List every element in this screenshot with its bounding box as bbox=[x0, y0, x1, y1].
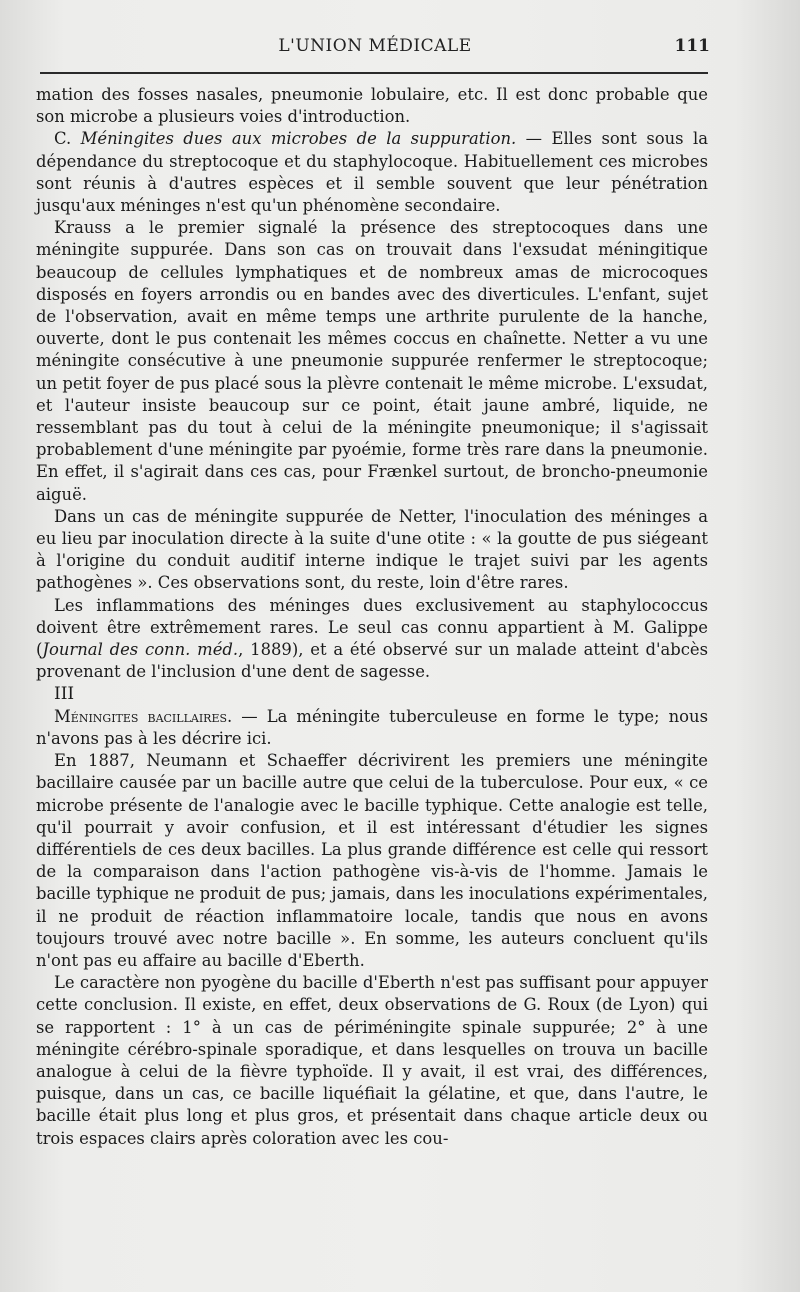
section-lead: Méningites bacillaires. bbox=[54, 706, 233, 726]
running-head: L'UNION MÉDICALE bbox=[278, 36, 472, 56]
paragraph: Les inflammations des méninges dues exclusivement au staphylococcus doivent être extrêmement rares. Le seul cas connu appartient à M. Galippe (Journal des conn. méd., 1889), et a été observé sur un malade atteint d'abcès provenant de l'inclusion d'une dent de sagesse. bbox=[36, 595, 709, 682]
paragraph: En 1887, Neumann et Schaeffer décrivirent les premiers une méningite bacillaire causée par un bacille autre que celui de la tuberculose. Pour eux, « ce microbe présente de l'analogie avec le bacille typhique. Cette analogie est telle, qu'il pourrait y avoir confusion, et il est intéressant d'étudier les signes différentiels de ces deux bacilles. La plus grande différence est celle qui ressort de la comparaison dans l'action pathogène vis-à-vis de l'homme. Jamais le bacille typhique ne produit de pus; jamais, dans les inoculations expérimentales, il ne produit de réaction inflammatoire locale, tandis que nous en avons toujours trouvé avec notre bacille ». En somme, les auteurs concluent qu'ils n'ont pas eu affaire au bacille d'Eberth. bbox=[36, 751, 708, 970]
page-header bbox=[40, 36, 710, 66]
paragraph: mation des fosses nasales, pneumonie lobulaire, etc. Il est donc probable que son microbe a plusieurs voies d'introduction. bbox=[36, 85, 708, 127]
header-rule bbox=[40, 72, 708, 74]
paragraph: C. Méningites dues aux microbes de la suppuration. — Elles sont sous la dépendance du streptocoque et du staphylocoque. Habituellement ces microbes sont réunis à d'autres espèces et il semble souvent que leur pénétration jusqu'aux méninges n'est qu'un phénomène secondaire. bbox=[36, 129, 709, 216]
paragraph: Krauss a le premier signalé la présence des streptocoques dans une méningite suppurée. Dans son cas on trouvait dans l'exsudat méningitique beaucoup de cellules lymphatiques et de nombreux amas de microcoques disposés en foyers arrondis ou en bandes avec des diverticules. L'enfant, sujet de l'observation, avait en même temps une arthrite purulente de la hanche, ouverte, dont le pus contenait les mêmes coccus en chaînette. Netter a vu une méningite consécutive à une pneumonie suppurée renfermer le streptocoque; un petit foyer de pus placé sous la plèvre contenait le même microbe. L'exsudat, et l'auteur insiste beaucoup sur ce point, était jaune ambré, liquide, ne ressemblant pas du tout à celui de la méningite pneumonique; il s'agissait probablement d'une méningite par pyoémie, forme très rare dans la pneumonie. En effet, il s'agirait dans ces cas, pour Frænkel surtout, de broncho-pneumonie aiguë. bbox=[36, 218, 708, 504]
article-body bbox=[36, 84, 708, 1150]
page-number: 111 bbox=[674, 36, 710, 56]
section-heading: III bbox=[54, 684, 75, 705]
paragraph: Dans un cas de méningite suppurée de Netter, l'inoculation des méninges a eu lieu par inoculation directe à la suite d'une otite : « la goutte de pus siégeant à l'origine du conduit auditif interne indique le trajet suivi par les agents pathogènes ». Ces observations sont, du reste, loin d'être rares. bbox=[36, 506, 708, 593]
paragraph: Le caractère non pyogène du bacille d'Eberth n'est pas suffisant pour appuyer cette conclusion. Il existe, en effet, deux observations de G. Roux (de Lyon) qui se rapportent : 1° à un cas de périméningite spinale suppurée; 2° à une méningite cérébro-spinale sporadique, et dans lesquelles on trouva un bacille analogue à celui de la fièvre typhoïde. Il y avait, il est vrai, des différences, puisque, dans un cas, ce bacille liquéfiait la gélatine, et que, dans l'autre, le bacille était plus long et plus gros, et présentait dans chaque article deux ou trois espaces clairs après coloration avec les cou- bbox=[36, 973, 708, 1148]
paragraph: Méningites bacillaires. — La méningite tuberculeuse en forme le type; nous n'avons pas à les décrire ici. bbox=[36, 706, 708, 748]
